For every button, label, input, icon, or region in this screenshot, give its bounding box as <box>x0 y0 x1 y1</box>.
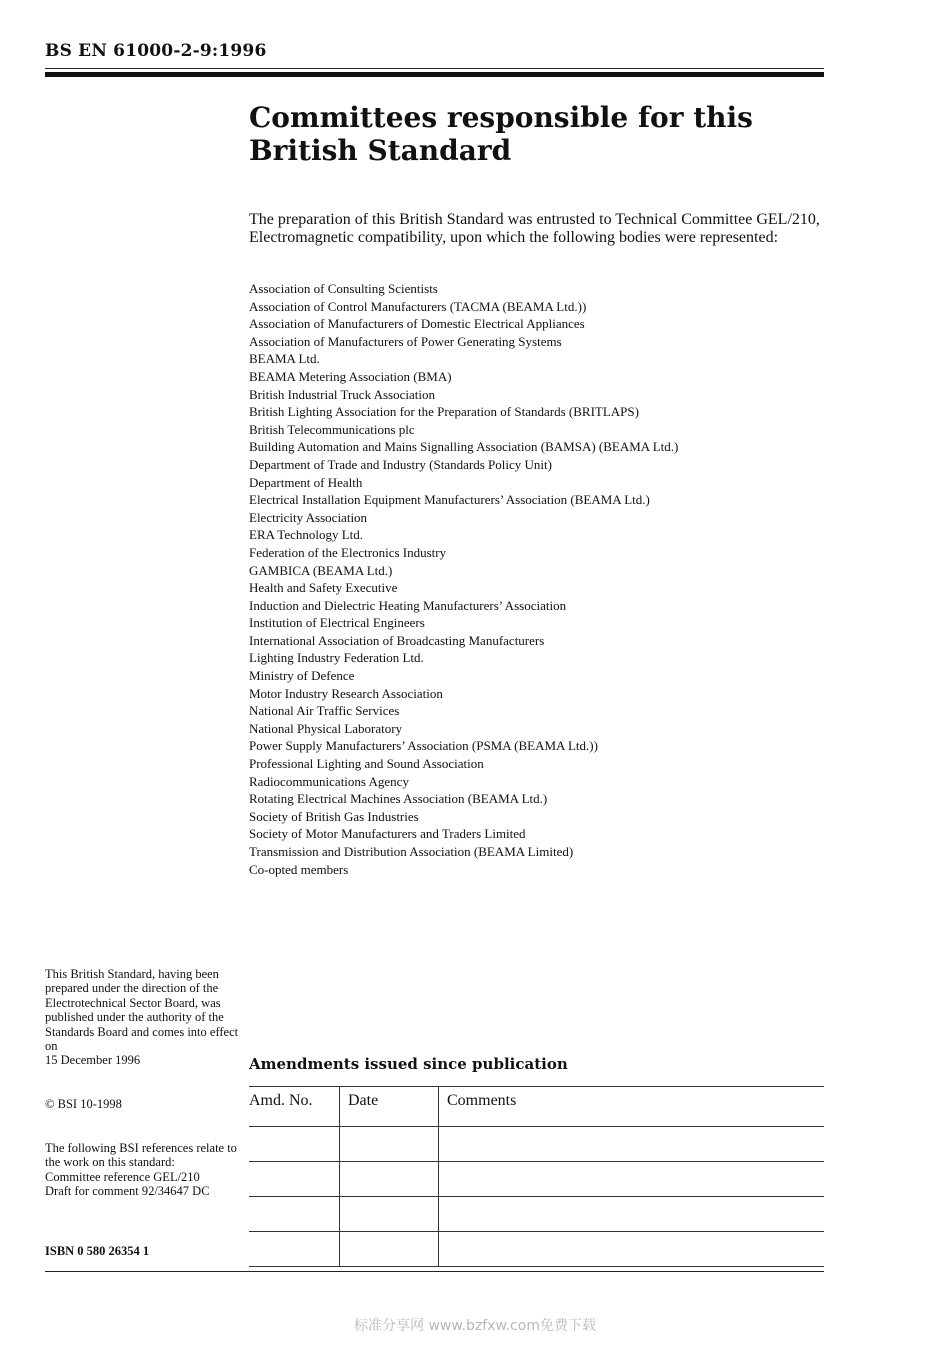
organization-item: BEAMA Ltd. <box>249 351 320 367</box>
organization-item: Radiocommunications Agency <box>249 773 409 789</box>
column-header-amd-no: Amd. No. <box>249 1087 340 1127</box>
table-row <box>249 1197 824 1232</box>
organization-item: International Association of Broadcasting Manufacturers <box>249 632 545 648</box>
organization-item: Association of Consulting Scientists <box>249 281 438 296</box>
table-cell <box>439 1162 825 1197</box>
organization-item: Lighting Industry Federation Ltd. <box>249 650 424 666</box>
watermark: 标准分享网 www.bzfxw.com免费下载 <box>354 1318 596 1334</box>
organization-item: Induction and Dielectric Heating Manufacturers’ Association <box>249 597 567 613</box>
table-cell <box>340 1127 439 1162</box>
organization-item: Society of British Gas Industries <box>249 808 419 824</box>
table-cell <box>340 1197 439 1232</box>
organization-item: Ministry of Defence <box>249 668 355 684</box>
organization-item: Institution of Electrical Engineers <box>249 615 425 631</box>
organization-item: National Physical Laboratory <box>249 720 403 736</box>
publication-note-text: This British Standard, having been prepared under the direction of the Electrotechnical Sector Board, was published under the authority of the Standards Board and comes into effect on <box>45 967 239 1054</box>
organization-item: BEAMA Metering Association (BMA) <box>249 368 452 384</box>
table-cell <box>439 1197 825 1232</box>
organization-item: Rotating Electrical Machines Association (BEAMA Ltd.) <box>249 791 548 807</box>
amendments-table <box>249 1086 824 1267</box>
organization-item: Association of Manufacturers of Domestic Electrical Appliances <box>249 316 585 332</box>
column-header-comments: Comments <box>439 1087 825 1127</box>
organization-item: Power Supply Manufacturers’ Association (PSMA (BEAMA Ltd.)) <box>249 738 598 754</box>
references-intro: The following BSI references relate to the work on this standard: <box>45 1141 237 1170</box>
table-cell <box>249 1127 340 1162</box>
organization-item: National Air Traffic Services <box>249 703 400 719</box>
standard-code: BS EN 61000-2-9:1996 <box>45 41 267 61</box>
bsi-references <box>45 1141 240 1199</box>
organization-item: British Industrial Truck Association <box>249 386 435 402</box>
table-cell <box>249 1197 340 1232</box>
draft-reference: Draft for comment 92/34647 DC <box>45 1184 210 1199</box>
table-row <box>249 1162 824 1197</box>
organization-item: GAMBICA (BEAMA Ltd.) <box>249 562 393 578</box>
footer-rule <box>45 1271 824 1272</box>
organization-list <box>249 280 678 878</box>
table-row <box>249 1232 824 1267</box>
table-cell <box>439 1127 825 1162</box>
organization-item: Electricity Association <box>249 509 368 525</box>
organization-item: Association of Manufacturers of Power Generating Systems <box>249 333 562 349</box>
header-rule-thick <box>45 72 824 77</box>
organization-item: Society of Motor Manufacturers and Traders Limited <box>249 826 526 842</box>
organization-item: Building Automation and Mains Signalling Association (BAMSA) (BEAMA Ltd.) <box>249 439 679 455</box>
page-title: Committees responsible for this British Standard <box>249 101 753 167</box>
organization-item: Transmission and Distribution Association (BEAMA Limited) <box>249 844 574 859</box>
organization-item: Association of Control Manufacturers (TACMA (BEAMA Ltd.)) <box>249 298 587 314</box>
header-rule-thin <box>45 68 824 69</box>
organization-item: Department of Trade and Industry (Standards Policy Unit) <box>249 456 552 472</box>
intro-paragraph: The preparation of this British Standard was entrusted to Technical Committee GEL/210, Electromagnetic compatibility, upon which the following bodies were represented: <box>249 211 820 246</box>
table-row <box>249 1127 824 1162</box>
effective-date: 15 December 1996 <box>45 1053 141 1068</box>
table-cell <box>340 1162 439 1197</box>
amendments-title: Amendments issued since publication <box>249 1055 568 1073</box>
isbn: ISBN 0 580 26354 1 <box>45 1244 150 1258</box>
table-cell <box>249 1232 340 1267</box>
organization-item: Electrical Installation Equipment Manufacturers’ Association (BEAMA Ltd.) <box>249 492 650 508</box>
publication-note <box>45 967 240 1068</box>
organization-item: Health and Safety Executive <box>249 580 398 596</box>
column-header-date: Date <box>340 1087 439 1127</box>
copyright-text: © BSI 10-1998 <box>45 1097 122 1111</box>
table-cell <box>249 1162 340 1197</box>
organization-item: ERA Technology Ltd. <box>249 527 364 543</box>
copyright-note <box>45 1097 240 1111</box>
table-cell <box>340 1232 439 1267</box>
organization-item: Motor Industry Research Association <box>249 685 443 701</box>
organization-item: Federation of the Electronics Industry <box>249 544 447 560</box>
table-cell <box>439 1232 825 1267</box>
organization-item: Department of Health <box>249 474 363 490</box>
organization-item: Professional Lighting and Sound Association <box>249 756 484 772</box>
organization-item: British Telecommunications plc <box>249 421 415 437</box>
committee-reference: Committee reference GEL/210 <box>45 1169 200 1184</box>
amendments-header-row <box>249 1087 824 1127</box>
organization-item: Co-opted members <box>249 861 349 877</box>
organization-item: British Lighting Association for the Preparation of Standards (BRITLAPS) <box>249 404 639 420</box>
